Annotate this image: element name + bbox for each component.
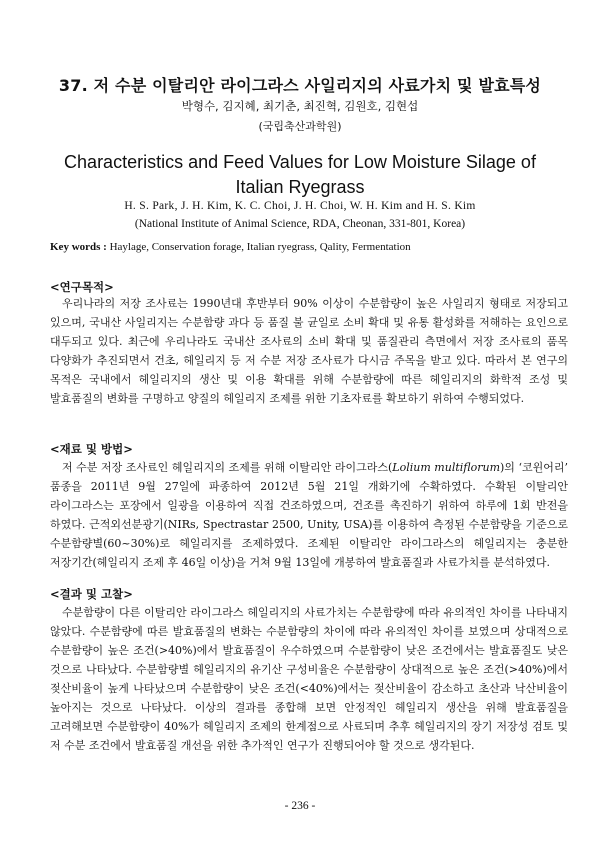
korean-authors: 박형수, 김지혜, 최기춘, 최진혁, 김원호, 김현섭 [181,99,419,113]
english-affiliation: (National Institute of Animal Science, RDA, Cheonan, 331-801, Korea) [134,218,466,230]
methods-text-start: 저 수분 저장 조사료인 헤일리지의 조제를 위해 이탈리안 라이그라스( [62,461,393,474]
page-number: - 236 - [284,800,316,812]
keywords-text: Haylage, Conservation forage, Italian ryegrass, Qality, Fermentation [109,241,411,253]
section-body-methods [50,458,568,572]
keywords-label: Key words : [50,241,107,253]
korean-affiliation: (국립축산과학원) [258,120,342,133]
section-heading-purpose: <연구목적> [50,280,114,294]
keywords-line [50,241,570,253]
korean-title: 37. 저 수분 이탈리안 라이그라스 사일리지의 사료가치 및 발효특성 [58,76,542,95]
methods-text-end: )의 ‘코윈어리’ 품종을 2011년 9월 27일에 파종하여 2012년 5월 21일 개화기에 수확하였다. 수확된 이탈리안 라이그라스는 포장에서 일광을 이용하여 직접 건조하였으며, 건조를 촉진하기 위하여 하루에 1회 반전을 하였다. 근적외선분광기(NIRs, Spectrastar 2500, Unity, USA)를 이용하여 측정된 수분함량을 기준으로 수분함량별(60~30%)로 헤일리지를 조제하였다. 조제된 이탈리안 라이그라스의 헤일리지는 충분한 저장기간(헤일리지 조제 후 46일 이상)을 거쳐 9월 13일에 개봉하여 발효품질과 사료가치를 분석하였다. [50,461,568,569]
section-heading-methods: <재료 및 방법> [50,442,133,456]
scientific-name: Lolium multiflorum [392,461,501,474]
section-heading-results: <결과 및 고찰> [50,587,133,601]
section-body-purpose: 우리나라의 저장 조사료는 1990년대 후반부터 90% 이상이 수분함량이 높은 사일리지 형태로 저장되고 있으며, 국내산 사일리지는 수분함량 과다 등 품질 불 균일로 소비 확대 및 유통 활성화를 저해하는 요인으로 대두되고 있다. 최근에 우리나라도 국내산 조사료의 소비 확대 및 품질관리 측면에서 저장 조사료의 품목 다양화가 추진되면서 건초, 헤일리지 등 저 수분 저장 조사료가 다시금 주목을 받고 있다. 따라서 본 연구의 목적은 국내에서 헤일리지의 생산 및 이용 확대를 위해 수분함량에 따른 헤일리지의 화학적 조성 및 발효품질의 변화를 구명하고 양질의 헤일리지 조제를 위한 기초자료를 확보하기 위하여 수행되었다. [50,297,568,405]
section-body-results: 수분함량이 다른 이탈리안 라이그라스 헤일리지의 사료가치는 수분함량에 따라 유의적인 차이를 나타내지 않았다. 수분함량에 따른 발효품질의 변화는 수분함량의 차이에 따라 유의적인 차이를 보였으며 상대적으로 수분함량이 높은 조건(>40%)에서 발효품질이 우수하였으며 수분함량이 낮은 조건에서는 발효품질도 낮은 것으로 나타났다. 수분함량별 헤일리지의 유기산 구성비율은 수분함량이 상대적으로 높은 조건(>40%)에서 젖산비율이 높게 나타났으며 수분함량이 낮은 조건(<40%)에서는 젖산비율이 감소하고 초산과 낙산비율이 높아지는 것으로 나타났다. 이상의 결과를 종합해 보면 안정적인 헤일리지 생산을 위해 발효품질을 고려해보면 수분함량이 40%가 헤일리지 조제의 한계점으로 사료되며 추후 헤일리지의 장기 저장성 검토 및 저 수분 조건에서 발효품질 개선을 위한 추가적인 연구가 진행되어야 할 것으로 생각된다. [50,606,568,752]
english-authors: H. S. Park, J. H. Kim, K. C. Choi, J. H. Choi, W. H. Kim and H. S. Kim [124,200,476,212]
english-title: Characteristics and Feed Values for Low Moisture Silage of Italian Ryegrass [64,152,536,197]
